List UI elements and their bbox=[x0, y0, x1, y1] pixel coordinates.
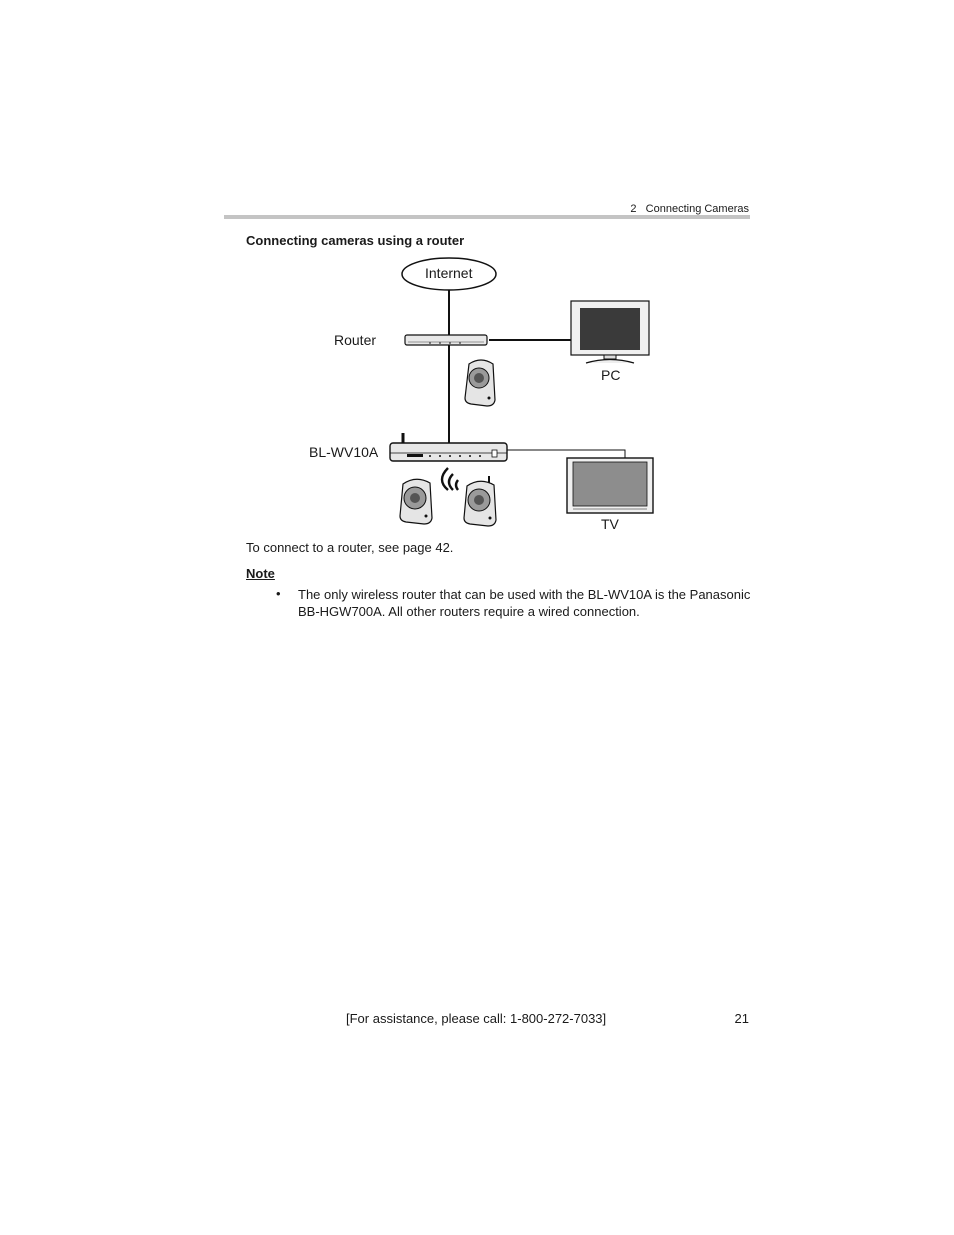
line-bridge-tv bbox=[507, 450, 625, 458]
pc-label: PC bbox=[601, 367, 621, 383]
camera-wireless-1 bbox=[400, 479, 432, 524]
note-item: The only wireless router that can be used with the BL-WV10A is the Panasonic BB-HGW700A. All other routers require a wired connection. bbox=[298, 587, 751, 619]
camera-wired bbox=[465, 360, 495, 406]
chapter-title: Connecting Cameras bbox=[645, 203, 749, 215]
note-bullet: • bbox=[276, 586, 281, 601]
header-rule bbox=[224, 215, 750, 219]
router-device bbox=[405, 335, 487, 345]
network-diagram bbox=[290, 250, 690, 540]
assistance-footer: [For assistance, please call: 1-800-272-7033] bbox=[346, 1011, 607, 1026]
chapter-number: 2 bbox=[630, 203, 637, 215]
router-reference-text: To connect to a router, see page 42. bbox=[246, 540, 454, 555]
router-label: Router bbox=[334, 332, 377, 348]
note-heading: Note bbox=[246, 566, 275, 581]
tv-screen bbox=[567, 458, 653, 513]
internet-label: Internet bbox=[425, 265, 473, 281]
pc-monitor bbox=[571, 301, 649, 363]
tv-label: TV bbox=[601, 516, 619, 532]
section-heading: Connecting cameras using a router bbox=[246, 233, 465, 248]
wireless-signal-icon bbox=[442, 468, 458, 490]
bridge-label: BL-WV10A bbox=[309, 444, 379, 460]
running-header bbox=[630, 203, 749, 215]
page-number: 21 bbox=[734, 1011, 749, 1026]
camera-wireless-2 bbox=[464, 476, 496, 526]
